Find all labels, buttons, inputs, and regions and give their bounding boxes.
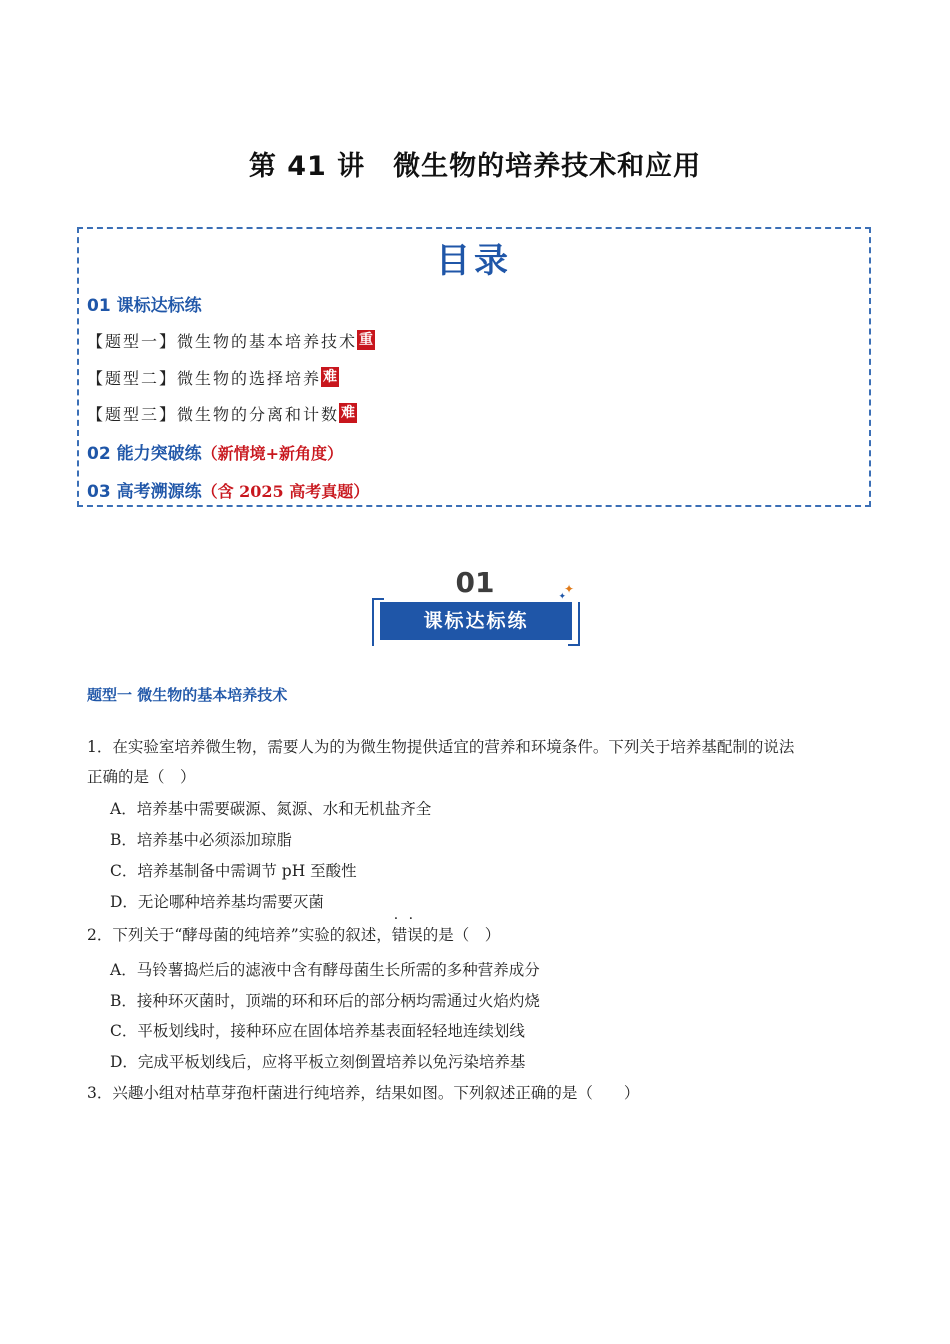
- toc-section-2[interactable]: [87, 439, 343, 464]
- question-3-stem: 3．兴趣小组对枯草芽孢杆菌进行纯培养，结果如图。下列叙述正确的是（ ）: [87, 1084, 640, 1102]
- question-1-option-d[interactable]: D．无论哪种培养基均需要灭菌: [110, 893, 324, 911]
- emphasis-text: · · 错误: [392, 923, 423, 945]
- importance-tag: 重: [359, 332, 374, 348]
- question-1-stem: 1．在实验室培养微生物，需要人为的为微生物提供适宜的营养和环境条件。下列关于培养基配制的说法: [87, 738, 795, 756]
- question-2-stem-post: 的是（ ）: [422, 926, 501, 944]
- question-2-option-b[interactable]: B．接种环灭菌时，顶端的环和环后的部分柄均需通过火焰灼烧: [110, 992, 540, 1010]
- badge-number: 01: [455, 566, 495, 599]
- sparkle-icon: ✦: [563, 582, 574, 596]
- question-1-option-c[interactable]: C．培养基制备中需调节 pH 至酸性: [110, 862, 357, 880]
- toc-section-3-note: （含 2025 高考真题）: [201, 482, 370, 501]
- badge-label: 课标达标练: [380, 602, 572, 640]
- question-2-option-c[interactable]: C．平板划线时，接种环应在固体培养基表面轻轻地连续划线: [110, 1022, 525, 1040]
- toc-section-3-label: 03 高考溯源练: [87, 482, 202, 502]
- question-2-option-d[interactable]: D．完成平板划线后，应将平板立刻倒置培养以免污染培养基: [110, 1053, 526, 1071]
- question-1-stem-cont: 正确的是（ ）: [87, 768, 196, 786]
- toc-heading: 目录: [436, 241, 512, 281]
- toc-item-label: 【题型三】微生物的分离和计数: [87, 405, 340, 424]
- toc-section-2-label: 02 能力突破练: [87, 444, 202, 464]
- page-title: 第 41 讲 微生物的培养技术和应用: [248, 151, 702, 182]
- section-badge: [370, 566, 582, 648]
- question-2-stem-pre: 2．下列关于“酵母菌的纯培养”实验的叙述，: [87, 926, 392, 944]
- toc-item-label: 【题型二】微生物的选择培养: [87, 369, 322, 388]
- question-2-stem: [87, 923, 500, 945]
- sparkle-icon: ✦: [558, 592, 566, 602]
- toc-item-2[interactable]: [87, 366, 339, 389]
- toc-item-3[interactable]: [87, 402, 357, 425]
- difficulty-tag: 难: [323, 369, 338, 385]
- difficulty-tag: 难: [341, 405, 356, 421]
- question-2-option-a[interactable]: A．马铃薯捣烂后的滤液中含有酵母菌生长所需的多种营养成分: [110, 961, 540, 979]
- toc-section-1-label: 01 课标达标练: [87, 296, 202, 316]
- toc-item-label: 【题型一】微生物的基本培养技术: [87, 332, 358, 351]
- question-1-option-b[interactable]: B．培养基中必须添加琼脂: [110, 831, 292, 849]
- toc-section-2-note: （新情境+新角度）: [201, 444, 343, 463]
- toc-section-1[interactable]: [87, 291, 202, 316]
- toc-item-1[interactable]: [87, 329, 375, 352]
- toc-section-3[interactable]: [87, 477, 369, 502]
- question-1-option-a[interactable]: A．培养基中需要碳源、氮源、水和无机盐齐全: [110, 800, 432, 818]
- table-of-contents: [77, 227, 871, 507]
- section-title: 题型一 微生物的基本培养技术: [87, 686, 288, 704]
